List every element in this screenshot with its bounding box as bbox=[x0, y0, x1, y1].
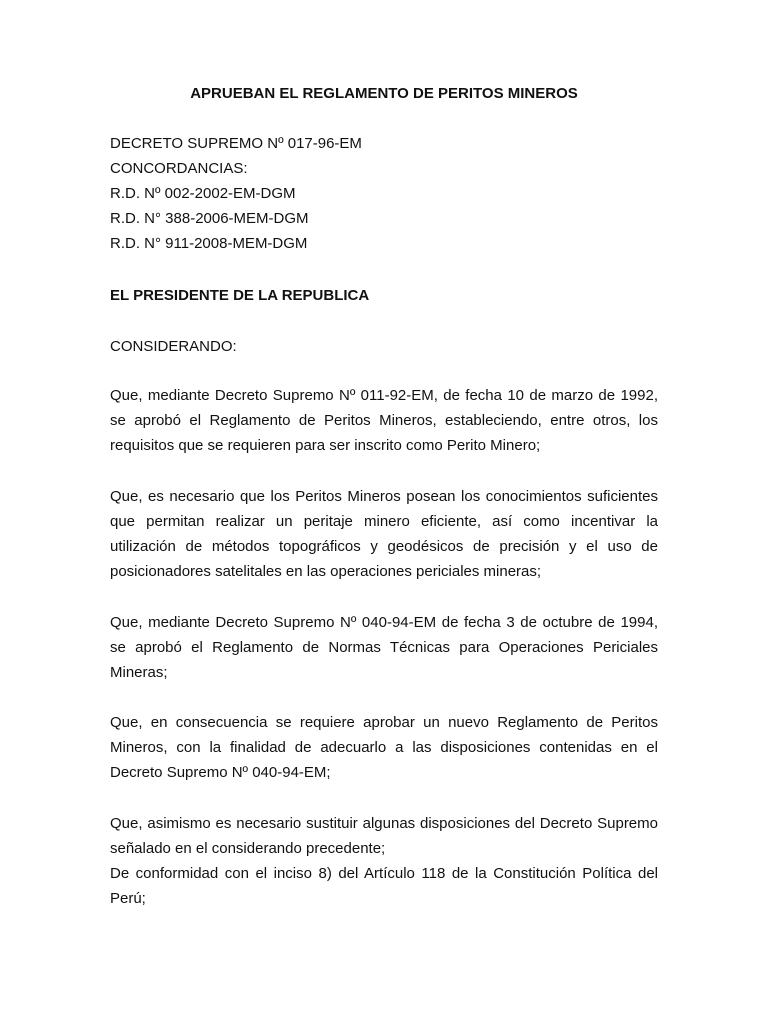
paragraph: Que, es necesario que los Peritos Mineros posean los conocimientos suficientes que permitan realizar un peritaje minero eficiente, así como incentivar la utilización de métodos topográficos y geodésicos de precisión y el uso de posicionadores satelitales en las operaciones periciales mineras; bbox=[110, 488, 658, 580]
paragraph: Que, mediante Decreto Supremo Nº 011-92-EM, de fecha 10 de marzo de 1992, se aprobó el Reglamento de Peritos Mineros, estableciendo, entre otros, los requisitos que se requieren para ser inscrito como Perito Minero; bbox=[110, 387, 658, 454]
paragraph: De conformidad con el inciso 8) del Artículo 118 de la Constitución Política del Perú; bbox=[110, 865, 658, 907]
reference-item: R.D. N° 388-2006-MEM-DGM bbox=[110, 210, 309, 227]
paragraph: Que, mediante Decreto Supremo Nº 040-94-EM de fecha 3 de octubre de 1994, se aprobó el Reglamento de Normas Técnicas para Operaciones Periciales Mineras; bbox=[110, 614, 658, 681]
decree-number: DECRETO SUPREMO Nº 017-96-EM bbox=[110, 135, 362, 152]
paragraph: Que, en consecuencia se requiere aprobar un nuevo Reglamento de Peritos Mineros, con la finalidad de adecuarlo a las disposiciones contenidas en el Decreto Supremo Nº 040-94-EM; bbox=[110, 714, 658, 781]
considerando-label: CONSIDERANDO: bbox=[110, 338, 237, 355]
concordancias-label: CONCORDANCIAS: bbox=[110, 160, 248, 177]
document-title: APRUEBAN EL REGLAMENTO DE PERITOS MINEROS bbox=[190, 85, 578, 102]
reference-item: R.D. N° 911-2008-MEM-DGM bbox=[110, 235, 308, 252]
paragraph: Que, asimismo es necesario sustituir algunas disposiciones del Decreto Supremo señalado en el considerando precedente; bbox=[110, 815, 658, 857]
decree-references bbox=[110, 131, 658, 256]
president-heading: EL PRESIDENTE DE LA REPUBLICA bbox=[110, 287, 370, 304]
reference-item: R.D. Nº 002-2002-EM-DGM bbox=[110, 185, 296, 202]
